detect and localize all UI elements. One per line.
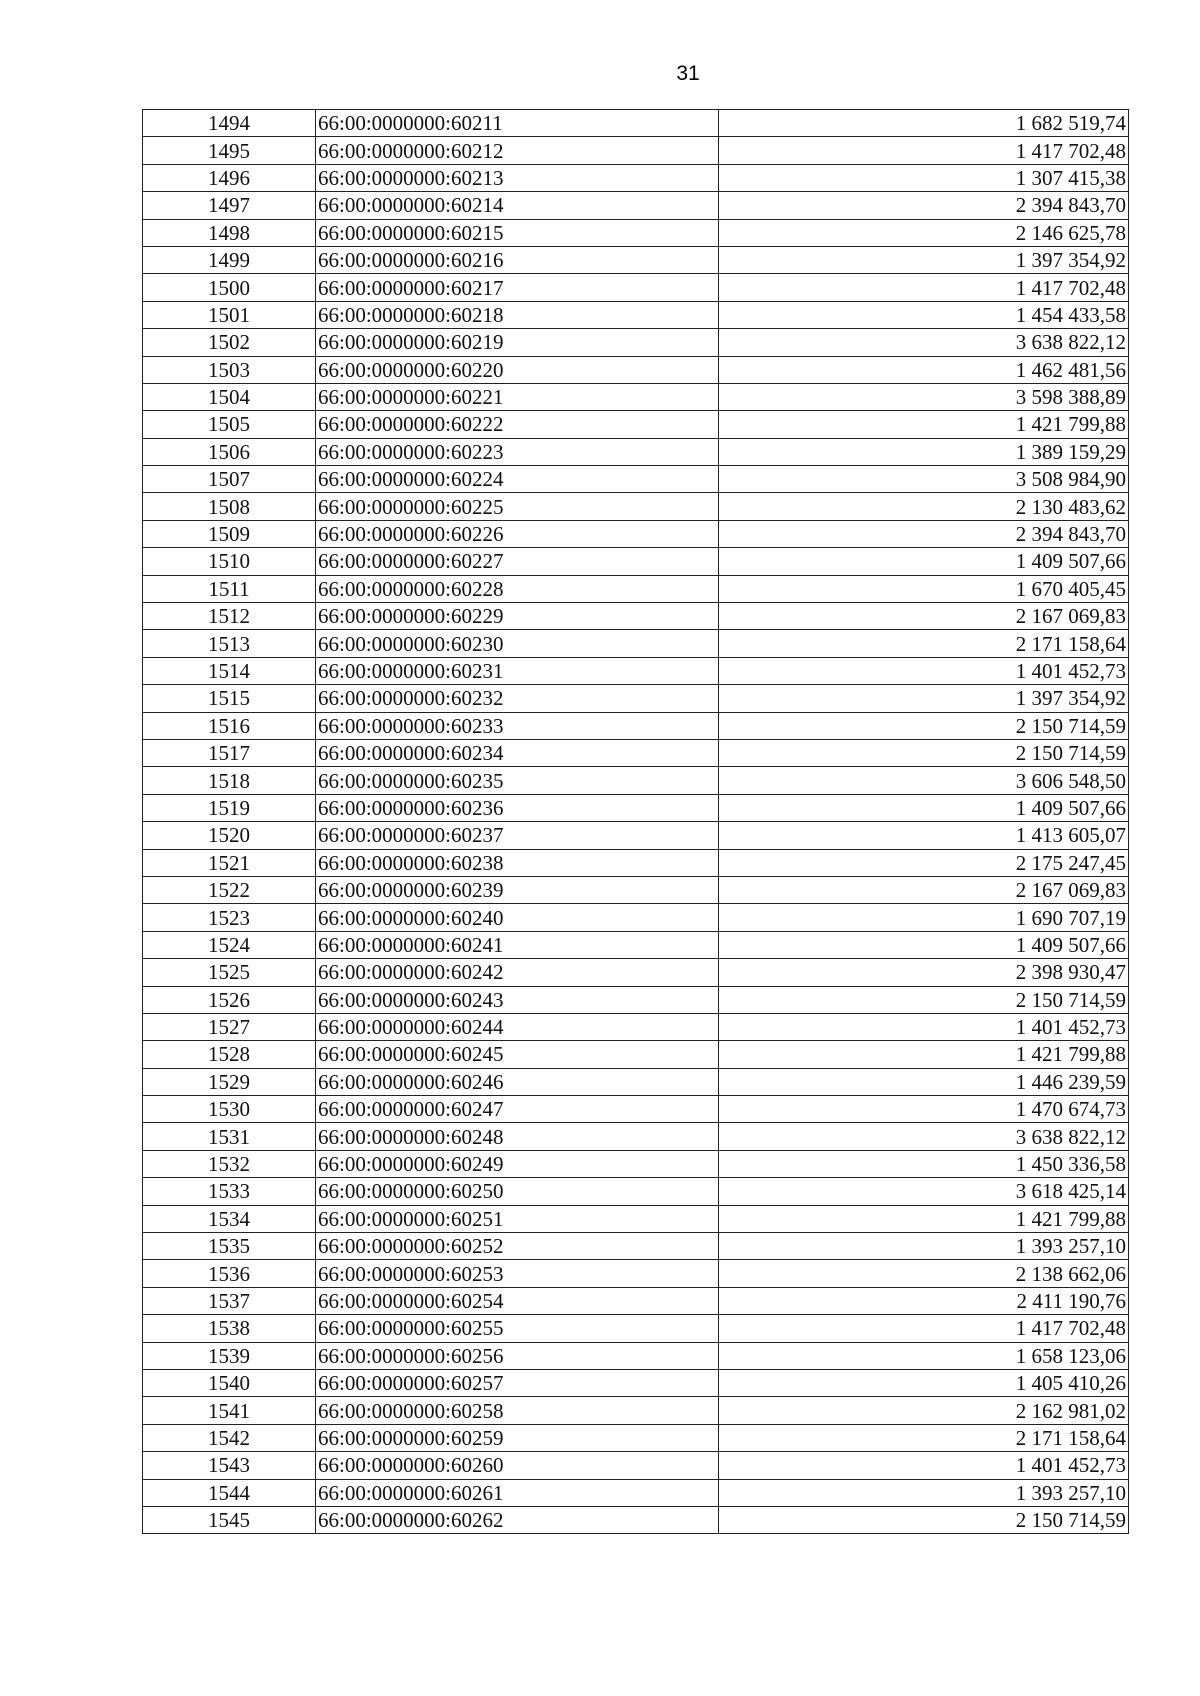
table-row: [143, 1178, 1129, 1205]
cadastral-number-cell: 66:00:0000000:60241: [316, 931, 719, 958]
row-number-cell: 1495: [143, 137, 316, 164]
cadastral-number-cell: 66:00:0000000:60260: [316, 1452, 719, 1479]
row-number-cell: 1537: [143, 1287, 316, 1314]
value-cell: 1 462 481,56: [719, 356, 1129, 383]
row-number-cell: 1528: [143, 1041, 316, 1068]
value-cell: 1 409 507,66: [719, 931, 1129, 958]
table-body: [143, 110, 1129, 1534]
value-cell: 1 446 239,59: [719, 1068, 1129, 1095]
value-cell: 1 401 452,73: [719, 1452, 1129, 1479]
table-row: [143, 822, 1129, 849]
table-row: [143, 575, 1129, 602]
cadastral-number-cell: 66:00:0000000:60212: [316, 137, 719, 164]
value-cell: 1 409 507,66: [719, 548, 1129, 575]
value-cell: 2 150 714,59: [719, 712, 1129, 739]
value-cell: 3 508 984,90: [719, 466, 1129, 493]
row-number-cell: 1503: [143, 356, 316, 383]
row-number-cell: 1523: [143, 904, 316, 931]
table-row: [143, 1068, 1129, 1095]
cadastral-number-cell: 66:00:0000000:60235: [316, 767, 719, 794]
table-row: [143, 1342, 1129, 1369]
cadastral-number-cell: 66:00:0000000:60248: [316, 1123, 719, 1150]
table-row: [143, 1260, 1129, 1287]
cadastral-number-cell: 66:00:0000000:60223: [316, 438, 719, 465]
value-cell: 1 670 405,45: [719, 575, 1129, 602]
row-number-cell: 1543: [143, 1452, 316, 1479]
row-number-cell: 1529: [143, 1068, 316, 1095]
cadastre-table-container: [142, 109, 1129, 1534]
table-row: [143, 986, 1129, 1013]
cadastral-number-cell: 66:00:0000000:60236: [316, 794, 719, 821]
cadastral-number-cell: 66:00:0000000:60255: [316, 1315, 719, 1342]
table-row: [143, 1150, 1129, 1177]
table-row: [143, 1233, 1129, 1260]
value-cell: 2 146 625,78: [719, 219, 1129, 246]
row-number-cell: 1545: [143, 1506, 316, 1533]
cadastral-number-cell: 66:00:0000000:60222: [316, 411, 719, 438]
table-row: [143, 110, 1129, 137]
cadastral-number-cell: 66:00:0000000:60249: [316, 1150, 719, 1177]
row-number-cell: 1497: [143, 192, 316, 219]
row-number-cell: 1520: [143, 822, 316, 849]
row-number-cell: 1504: [143, 383, 316, 410]
cadastral-number-cell: 66:00:0000000:60219: [316, 329, 719, 356]
table-row: [143, 794, 1129, 821]
value-cell: 2 394 843,70: [719, 192, 1129, 219]
row-number-cell: 1516: [143, 712, 316, 739]
row-number-cell: 1510: [143, 548, 316, 575]
row-number-cell: 1514: [143, 657, 316, 684]
row-number-cell: 1508: [143, 493, 316, 520]
value-cell: 1 409 507,66: [719, 794, 1129, 821]
value-cell: 2 150 714,59: [719, 1506, 1129, 1533]
value-cell: 2 150 714,59: [719, 986, 1129, 1013]
table-row: [143, 657, 1129, 684]
cadastral-number-cell: 66:00:0000000:60217: [316, 274, 719, 301]
cadastral-number-cell: 66:00:0000000:60220: [316, 356, 719, 383]
table-row: [143, 192, 1129, 219]
row-number-cell: 1513: [143, 630, 316, 657]
cadastral-number-cell: 66:00:0000000:60240: [316, 904, 719, 931]
value-cell: 1 413 605,07: [719, 822, 1129, 849]
row-number-cell: 1532: [143, 1150, 316, 1177]
table-row: [143, 1123, 1129, 1150]
table-row: [143, 1041, 1129, 1068]
cadastral-number-cell: 66:00:0000000:60259: [316, 1424, 719, 1451]
value-cell: 1 401 452,73: [719, 657, 1129, 684]
value-cell: 1 417 702,48: [719, 274, 1129, 301]
cadastral-number-cell: 66:00:0000000:60234: [316, 739, 719, 766]
row-number-cell: 1533: [143, 1178, 316, 1205]
value-cell: 2 175 247,45: [719, 849, 1129, 876]
cadastral-number-cell: 66:00:0000000:60228: [316, 575, 719, 602]
value-cell: 2 167 069,83: [719, 603, 1129, 630]
table-row: [143, 1397, 1129, 1424]
value-cell: 1 405 410,26: [719, 1369, 1129, 1396]
cadastral-number-cell: 66:00:0000000:60237: [316, 822, 719, 849]
value-cell: 2 130 483,62: [719, 493, 1129, 520]
value-cell: 1 307 415,38: [719, 164, 1129, 191]
table-row: [143, 301, 1129, 328]
table-row: [143, 329, 1129, 356]
cadastral-number-cell: 66:00:0000000:60226: [316, 520, 719, 547]
row-number-cell: 1534: [143, 1205, 316, 1232]
cadastral-number-cell: 66:00:0000000:60244: [316, 1013, 719, 1040]
value-cell: 3 638 822,12: [719, 329, 1129, 356]
cadastral-number-cell: 66:00:0000000:60213: [316, 164, 719, 191]
cadastral-number-cell: 66:00:0000000:60251: [316, 1205, 719, 1232]
row-number-cell: 1527: [143, 1013, 316, 1040]
row-number-cell: 1526: [143, 986, 316, 1013]
row-number-cell: 1542: [143, 1424, 316, 1451]
cadastral-number-cell: 66:00:0000000:60247: [316, 1096, 719, 1123]
cadastral-number-cell: 66:00:0000000:60258: [316, 1397, 719, 1424]
cadastral-number-cell: 66:00:0000000:60253: [316, 1260, 719, 1287]
table-row: [143, 904, 1129, 931]
table-row: [143, 356, 1129, 383]
row-number-cell: 1525: [143, 959, 316, 986]
row-number-cell: 1517: [143, 739, 316, 766]
table-row: [143, 1452, 1129, 1479]
row-number-cell: 1494: [143, 110, 316, 137]
value-cell: 1 450 336,58: [719, 1150, 1129, 1177]
value-cell: 1 393 257,10: [719, 1479, 1129, 1506]
value-cell: 2 138 662,06: [719, 1260, 1129, 1287]
cadastral-number-cell: 66:00:0000000:60225: [316, 493, 719, 520]
table-row: [143, 548, 1129, 575]
value-cell: 1 397 354,92: [719, 246, 1129, 273]
row-number-cell: 1506: [143, 438, 316, 465]
table-row: [143, 931, 1129, 958]
table-row: [143, 1096, 1129, 1123]
table-row: [143, 466, 1129, 493]
cadastral-number-cell: 66:00:0000000:60262: [316, 1506, 719, 1533]
row-number-cell: 1524: [143, 931, 316, 958]
value-cell: 2 171 158,64: [719, 1424, 1129, 1451]
cadastral-number-cell: 66:00:0000000:60227: [316, 548, 719, 575]
table-row: [143, 1479, 1129, 1506]
cadastral-number-cell: 66:00:0000000:60257: [316, 1369, 719, 1396]
value-cell: 2 171 158,64: [719, 630, 1129, 657]
table-row: [143, 219, 1129, 246]
table-row: [143, 1287, 1129, 1314]
row-number-cell: 1518: [143, 767, 316, 794]
value-cell: 3 638 822,12: [719, 1123, 1129, 1150]
cadastral-number-cell: 66:00:0000000:60261: [316, 1479, 719, 1506]
cadastral-number-cell: 66:00:0000000:60239: [316, 876, 719, 903]
value-cell: 1 421 799,88: [719, 1041, 1129, 1068]
cadastral-number-cell: 66:00:0000000:60215: [316, 219, 719, 246]
page-number: 31: [676, 62, 700, 85]
value-cell: 1 421 799,88: [719, 1205, 1129, 1232]
value-cell: 2 398 930,47: [719, 959, 1129, 986]
row-number-cell: 1535: [143, 1233, 316, 1260]
row-number-cell: 1502: [143, 329, 316, 356]
row-number-cell: 1511: [143, 575, 316, 602]
cadastral-number-cell: 66:00:0000000:60232: [316, 685, 719, 712]
table-row: [143, 438, 1129, 465]
table-row: [143, 164, 1129, 191]
cadastral-number-cell: 66:00:0000000:60250: [316, 1178, 719, 1205]
row-number-cell: 1544: [143, 1479, 316, 1506]
value-cell: 1 470 674,73: [719, 1096, 1129, 1123]
cadastre-value-table: [142, 109, 1129, 1534]
value-cell: 1 393 257,10: [719, 1233, 1129, 1260]
row-number-cell: 1530: [143, 1096, 316, 1123]
cadastral-number-cell: 66:00:0000000:60242: [316, 959, 719, 986]
row-number-cell: 1496: [143, 164, 316, 191]
value-cell: 1 397 354,92: [719, 685, 1129, 712]
cadastral-number-cell: 66:00:0000000:60230: [316, 630, 719, 657]
cadastral-number-cell: 66:00:0000000:60252: [316, 1233, 719, 1260]
value-cell: 1 682 519,74: [719, 110, 1129, 137]
value-cell: 1 454 433,58: [719, 301, 1129, 328]
row-number-cell: 1536: [143, 1260, 316, 1287]
row-number-cell: 1519: [143, 794, 316, 821]
row-number-cell: 1521: [143, 849, 316, 876]
table-row: [143, 712, 1129, 739]
row-number-cell: 1531: [143, 1123, 316, 1150]
row-number-cell: 1512: [143, 603, 316, 630]
cadastral-number-cell: 66:00:0000000:60233: [316, 712, 719, 739]
table-row: [143, 849, 1129, 876]
table-row: [143, 1424, 1129, 1451]
value-cell: 3 606 548,50: [719, 767, 1129, 794]
table-row: [143, 876, 1129, 903]
value-cell: 2 411 190,76: [719, 1287, 1129, 1314]
value-cell: 2 167 069,83: [719, 876, 1129, 903]
row-number-cell: 1539: [143, 1342, 316, 1369]
table-row: [143, 1205, 1129, 1232]
cadastral-number-cell: 66:00:0000000:60243: [316, 986, 719, 1013]
table-row: [143, 274, 1129, 301]
cadastral-number-cell: 66:00:0000000:60218: [316, 301, 719, 328]
value-cell: 1 417 702,48: [719, 137, 1129, 164]
row-number-cell: 1541: [143, 1397, 316, 1424]
cadastral-number-cell: 66:00:0000000:60211: [316, 110, 719, 137]
row-number-cell: 1500: [143, 274, 316, 301]
row-number-cell: 1515: [143, 685, 316, 712]
row-number-cell: 1501: [143, 301, 316, 328]
table-row: [143, 1315, 1129, 1342]
value-cell: 1 389 159,29: [719, 438, 1129, 465]
value-cell: 2 150 714,59: [719, 739, 1129, 766]
table-row: [143, 1506, 1129, 1533]
row-number-cell: 1509: [143, 520, 316, 547]
value-cell: 1 417 702,48: [719, 1315, 1129, 1342]
value-cell: 1 401 452,73: [719, 1013, 1129, 1040]
row-number-cell: 1522: [143, 876, 316, 903]
table-row: [143, 520, 1129, 547]
value-cell: 1 690 707,19: [719, 904, 1129, 931]
row-number-cell: 1507: [143, 466, 316, 493]
cadastral-number-cell: 66:00:0000000:60245: [316, 1041, 719, 1068]
table-row: [143, 959, 1129, 986]
cadastral-number-cell: 66:00:0000000:60214: [316, 192, 719, 219]
cadastral-number-cell: 66:00:0000000:60221: [316, 383, 719, 410]
row-number-cell: 1538: [143, 1315, 316, 1342]
value-cell: 2 394 843,70: [719, 520, 1129, 547]
cadastral-number-cell: 66:00:0000000:60216: [316, 246, 719, 273]
cadastral-number-cell: 66:00:0000000:60231: [316, 657, 719, 684]
table-row: [143, 493, 1129, 520]
cadastral-number-cell: 66:00:0000000:60224: [316, 466, 719, 493]
cadastral-number-cell: 66:00:0000000:60229: [316, 603, 719, 630]
row-number-cell: 1498: [143, 219, 316, 246]
table-row: [143, 246, 1129, 273]
cadastral-number-cell: 66:00:0000000:60256: [316, 1342, 719, 1369]
value-cell: 3 598 388,89: [719, 383, 1129, 410]
row-number-cell: 1499: [143, 246, 316, 273]
table-row: [143, 603, 1129, 630]
table-row: [143, 383, 1129, 410]
table-row: [143, 1369, 1129, 1396]
cadastral-number-cell: 66:00:0000000:60238: [316, 849, 719, 876]
row-number-cell: 1540: [143, 1369, 316, 1396]
table-row: [143, 137, 1129, 164]
table-row: [143, 1013, 1129, 1040]
value-cell: 3 618 425,14: [719, 1178, 1129, 1205]
value-cell: 1 421 799,88: [719, 411, 1129, 438]
value-cell: 2 162 981,02: [719, 1397, 1129, 1424]
table-row: [143, 630, 1129, 657]
table-row: [143, 767, 1129, 794]
cadastral-number-cell: 66:00:0000000:60254: [316, 1287, 719, 1314]
table-row: [143, 739, 1129, 766]
row-number-cell: 1505: [143, 411, 316, 438]
table-row: [143, 411, 1129, 438]
table-row: [143, 685, 1129, 712]
cadastral-number-cell: 66:00:0000000:60246: [316, 1068, 719, 1095]
value-cell: 1 658 123,06: [719, 1342, 1129, 1369]
